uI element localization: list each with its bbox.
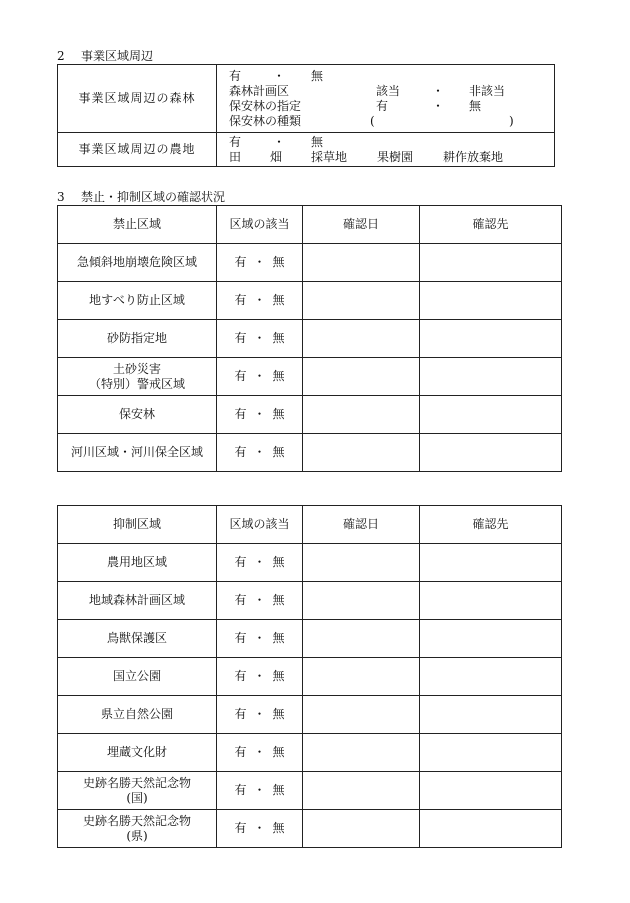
- forest-plan-sep: ・: [432, 83, 445, 98]
- prohibited-applicability-cell: [217, 320, 303, 358]
- prohibited-zone-name: 地すべり防止区域: [58, 282, 217, 320]
- presence-separator: ・: [253, 369, 266, 383]
- prohibited-zone-name: 保安林: [58, 396, 217, 434]
- presence-separator: ・: [253, 445, 266, 459]
- presence-choice: [234, 407, 286, 422]
- confirmed-date-cell: [303, 696, 420, 734]
- table-row: [58, 282, 562, 320]
- confirmed-with-cell: [420, 734, 562, 772]
- restricted-applicability-cell: [217, 696, 303, 734]
- forest-plan-label: 森林計画区: [229, 83, 290, 98]
- presence-no: 無: [272, 745, 285, 759]
- forest-no: 無: [311, 68, 324, 83]
- confirmed-date-cell: [303, 620, 420, 658]
- table-row: [58, 620, 562, 658]
- prohibited-applicability-cell: [217, 396, 303, 434]
- confirmed-with-cell: [420, 358, 562, 396]
- presence-choice: [234, 555, 286, 570]
- presence-choice: [234, 669, 286, 684]
- farmland-yes: 有: [229, 134, 242, 149]
- presence-choice: [234, 821, 286, 836]
- presence-yes: 有: [234, 631, 247, 645]
- presence-no: 無: [272, 331, 285, 345]
- presence-choice: [234, 445, 286, 460]
- table-row: [58, 320, 562, 358]
- presence-yes: 有: [234, 331, 247, 345]
- table-row: [58, 434, 562, 472]
- prohibited-zone-name: 土砂災害 （特別）警戒区域: [58, 358, 217, 396]
- farmland-label: 事業区域周辺の農地: [58, 133, 217, 167]
- prohibited-applicability-cell: [217, 434, 303, 472]
- farmland-row: [58, 133, 555, 167]
- presence-no: 無: [272, 631, 285, 645]
- presence-yes: 有: [234, 555, 247, 569]
- prohibited-zone-name: 河川区域・河川保全区域: [58, 434, 217, 472]
- presence-yes: 有: [234, 707, 247, 721]
- table-row: [58, 358, 562, 396]
- forest-yes: 有: [229, 68, 242, 83]
- presence-no: 無: [272, 707, 285, 721]
- restricted-zone-name: 国立公園: [58, 658, 217, 696]
- presence-yes: 有: [234, 369, 247, 383]
- protection-forest-designation-line: [229, 99, 554, 114]
- presence-no: 無: [272, 255, 285, 269]
- table-row: [58, 396, 562, 434]
- presence-separator: ・: [253, 821, 266, 835]
- prohibited-header-row: [58, 206, 562, 244]
- confirmed-with-cell: [420, 282, 562, 320]
- prohibited-applicability-cell: [217, 282, 303, 320]
- confirmed-date-cell: [303, 658, 420, 696]
- presence-yes: 有: [234, 407, 247, 421]
- confirmed-with-cell: [420, 544, 562, 582]
- farmland-presence-line: [229, 135, 554, 150]
- presence-separator: ・: [253, 783, 266, 797]
- restricted-zone-name: 農用地区域: [58, 544, 217, 582]
- prohibited-applicability-cell: [217, 358, 303, 396]
- restricted-zone-name: 県立自然公園: [58, 696, 217, 734]
- surroundings-table: [57, 64, 555, 167]
- farmland-content: [217, 133, 555, 167]
- presence-separator: ・: [253, 293, 266, 307]
- presence-no: 無: [272, 669, 285, 683]
- presence-choice: [234, 255, 286, 270]
- farmland-no: 無: [311, 134, 324, 149]
- presence-separator: ・: [253, 745, 266, 759]
- presence-choice: [234, 369, 286, 384]
- confirmed-with-cell: [420, 620, 562, 658]
- confirmed-date-cell: [303, 810, 420, 848]
- forest-plan-not-applicable: 非該当: [469, 83, 506, 98]
- protection-forest-type-open-paren: (: [370, 113, 375, 128]
- protection-forest-type-label: 保安林の種類: [229, 113, 302, 128]
- presence-yes: 有: [234, 783, 247, 797]
- protection-forest-no: 無: [469, 98, 482, 113]
- presence-yes: 有: [234, 745, 247, 759]
- prohibited-header-zone: 禁止区域: [58, 206, 217, 244]
- restricted-zone-name: 史跡名勝天然記念物 (県): [58, 810, 217, 848]
- confirmed-with-cell: [420, 772, 562, 810]
- restricted-zones-table: [57, 505, 562, 848]
- prohibited-applicability-cell: [217, 244, 303, 282]
- restricted-applicability-cell: [217, 810, 303, 848]
- farmland-type-paddy: 田: [229, 149, 242, 164]
- confirmed-date-cell: [303, 244, 420, 282]
- presence-yes: 有: [234, 821, 247, 835]
- presence-no: 無: [272, 407, 285, 421]
- presence-choice: [234, 293, 286, 308]
- confirmed-date-cell: [303, 582, 420, 620]
- section3-heading: [57, 188, 225, 205]
- presence-separator: ・: [253, 407, 266, 421]
- table-row: [58, 244, 562, 282]
- section2-number: 2: [57, 49, 65, 63]
- farmland-type-orchard: 果樹園: [377, 149, 414, 164]
- forest-presence-line: [229, 69, 554, 84]
- presence-separator: ・: [253, 707, 266, 721]
- restricted-zone-name: 史跡名勝天然記念物 (国): [58, 772, 217, 810]
- protection-forest-yes: 有: [376, 98, 389, 113]
- prohibited-zone-name: 急傾斜地崩壊危険区域: [58, 244, 217, 282]
- table-row: [58, 734, 562, 772]
- forest-plan-applicable: 該当: [376, 83, 401, 98]
- restricted-applicability-cell: [217, 582, 303, 620]
- table-row: [58, 658, 562, 696]
- restricted-zone-name: 鳥獣保護区: [58, 620, 217, 658]
- restricted-applicability-cell: [217, 734, 303, 772]
- confirmed-with-cell: [420, 696, 562, 734]
- presence-separator: ・: [253, 669, 266, 683]
- farmland-sep: ・: [273, 134, 286, 149]
- presence-choice: [234, 593, 286, 608]
- restricted-applicability-cell: [217, 658, 303, 696]
- confirmed-date-cell: [303, 734, 420, 772]
- presence-choice: [234, 707, 286, 722]
- presence-yes: 有: [234, 669, 247, 683]
- presence-yes: 有: [234, 293, 247, 307]
- table-row: [58, 544, 562, 582]
- section2-title: 事業区域周辺: [81, 49, 154, 63]
- forest-content: [217, 65, 555, 133]
- confirmed-date-cell: [303, 320, 420, 358]
- section3-title: 禁止・抑制区域の確認状況: [81, 190, 226, 204]
- farmland-type-field: 畑: [270, 149, 283, 164]
- presence-yes: 有: [234, 593, 247, 607]
- table-row: [58, 810, 562, 848]
- presence-separator: ・: [253, 631, 266, 645]
- table-row: [58, 582, 562, 620]
- forest-sep: ・: [273, 68, 286, 83]
- restricted-header-zone: 抑制区域: [58, 506, 217, 544]
- section2-heading: [57, 47, 153, 64]
- prohibited-zone-name: 砂防指定地: [58, 320, 217, 358]
- restricted-applicability-cell: [217, 544, 303, 582]
- confirmed-date-cell: [303, 772, 420, 810]
- table-row: [58, 696, 562, 734]
- confirmed-date-cell: [303, 358, 420, 396]
- confirmed-with-cell: [420, 244, 562, 282]
- presence-choice: [234, 745, 286, 760]
- confirmed-with-cell: [420, 582, 562, 620]
- confirmed-with-cell: [420, 658, 562, 696]
- confirmed-date-cell: [303, 544, 420, 582]
- presence-no: 無: [272, 555, 285, 569]
- farmland-types-line: [229, 150, 554, 165]
- presence-choice: [234, 631, 286, 646]
- presence-separator: ・: [253, 331, 266, 345]
- restricted-zone-name: 地域森林計画区域: [58, 582, 217, 620]
- confirmed-with-cell: [420, 320, 562, 358]
- prohibited-zones-table: [57, 205, 562, 472]
- presence-separator: ・: [253, 255, 266, 269]
- presence-yes: 有: [234, 255, 247, 269]
- presence-no: 無: [272, 369, 285, 383]
- farmland-type-abandoned: 耕作放棄地: [443, 149, 504, 164]
- presence-no: 無: [272, 783, 285, 797]
- restricted-applicability-cell: [217, 620, 303, 658]
- confirmed-date-cell: [303, 434, 420, 472]
- presence-no: 無: [272, 293, 285, 307]
- prohibited-header-confirmed-with: 確認先: [420, 206, 562, 244]
- restricted-applicability-cell: [217, 772, 303, 810]
- restricted-header-confirmed-with: 確認先: [420, 506, 562, 544]
- confirmed-with-cell: [420, 434, 562, 472]
- protection-forest-type-close-paren: ): [509, 113, 514, 128]
- presence-separator: ・: [253, 593, 266, 607]
- presence-yes: 有: [234, 445, 247, 459]
- confirmed-with-cell: [420, 396, 562, 434]
- protection-forest-type-line: [229, 114, 554, 129]
- restricted-header-confirmed-date: 確認日: [303, 506, 420, 544]
- confirmed-date-cell: [303, 282, 420, 320]
- protection-forest-sep: ・: [432, 98, 445, 113]
- confirmed-with-cell: [420, 810, 562, 848]
- prohibited-header-applicability: 区域の該当: [217, 206, 303, 244]
- section3-number: 3: [57, 190, 65, 204]
- presence-no: 無: [272, 445, 285, 459]
- forest-row: [58, 65, 555, 133]
- presence-no: 無: [272, 593, 285, 607]
- presence-choice: [234, 331, 286, 346]
- confirmed-date-cell: [303, 396, 420, 434]
- restricted-header-applicability: 区域の該当: [217, 506, 303, 544]
- presence-separator: ・: [253, 555, 266, 569]
- table-row: [58, 772, 562, 810]
- prohibited-header-confirmed-date: 確認日: [303, 206, 420, 244]
- presence-choice: [234, 783, 286, 798]
- restricted-header-row: [58, 506, 562, 544]
- protection-forest-designation-label: 保安林の指定: [229, 98, 302, 113]
- forest-plan-line: [229, 84, 554, 99]
- farmland-type-meadow: 採草地: [311, 149, 348, 164]
- forest-label: 事業区域周辺の森林: [58, 65, 217, 133]
- presence-no: 無: [272, 821, 285, 835]
- restricted-zone-name: 埋蔵文化財: [58, 734, 217, 772]
